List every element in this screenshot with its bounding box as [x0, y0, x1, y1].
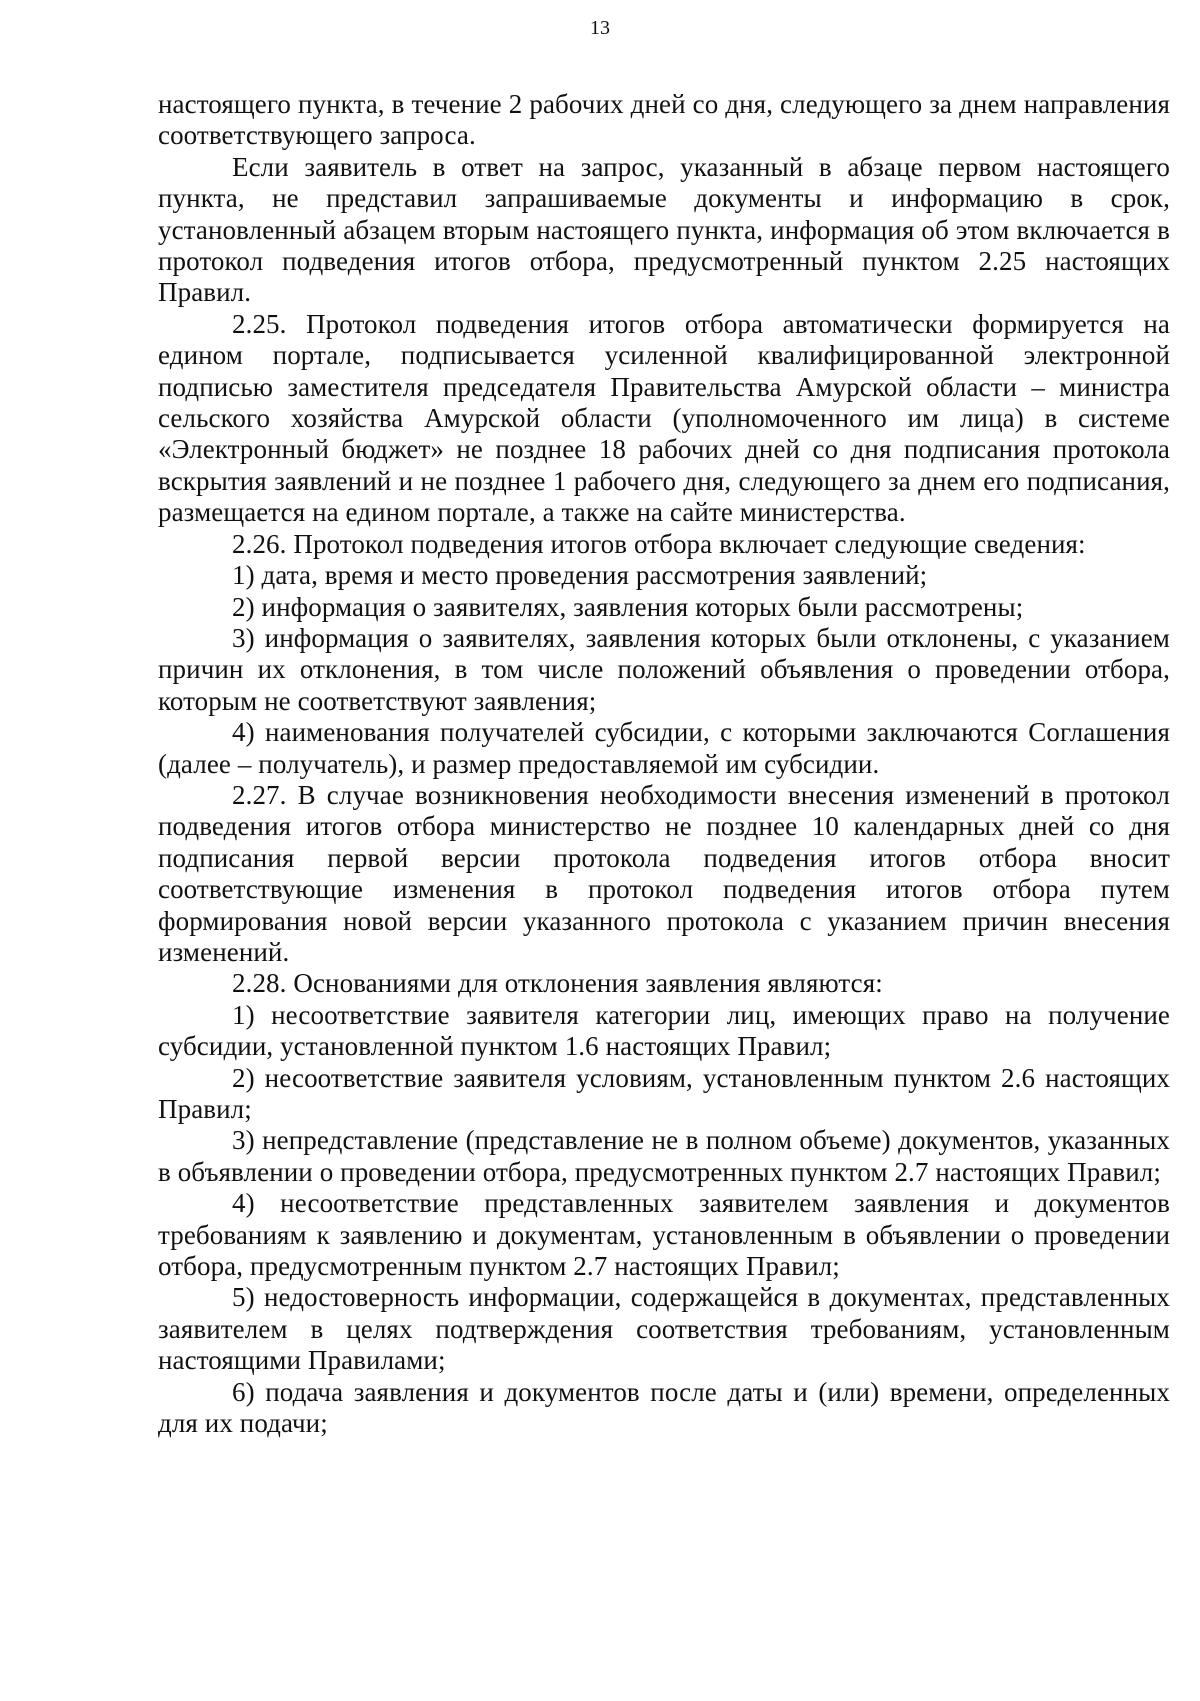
document-body [158, 89, 1170, 1439]
list-item-2-26-2: 2) информация о заявителях, заявления которых были рассмотрены; [232, 591, 1024, 622]
paragraph-applicant-no-response: Если заявитель в ответ на запрос, указанный в абзаце первом настоящего пункта, не представил запрашиваемые документы и информацию в срок, установленный абзацем вторым настоящего пункта, информация об этом включается в протокол подведения итогов отбора, предусмотренный пунктом 2.25 настоящих Правил. [158, 151, 1170, 308]
list-item-2-26-1: 1) дата, время и место проведения рассмотрения заявлений; [232, 560, 928, 591]
paragraph-2-26: 2.26. Протокол подведения итогов отбора включает следующие сведения: [232, 528, 1086, 559]
list-item-2-28-6: 6) подача заявления и документов после даты и (или) времени, определенных для их подачи; [158, 1376, 1170, 1439]
list-item-2-28-3: 3) непредставление (представление не в полном объеме) документов, указанных в объявлении о проведении отбора, предусмотренных пунктом 2.7 настоящих Правил; [158, 1125, 1170, 1187]
paragraph-2-28: 2.28. Основаниями для отклонения заявления являются: [232, 968, 883, 999]
paragraph-continuation: настоящего пункта, в течение 2 рабочих дней со дня, следующего за днем направления соответствующего запроса. [158, 89, 1170, 151]
paragraph-2-27: 2.27. В случае возникновения необходимости внесения изменений в протокол подведения итогов отбора министерство не позднее 10 календарных дней со дня подписания первой версии протокола подведения итогов отбора вносит соответствующие изменения в протокол подведения итогов отбора путем формирования новой версии указанного протокола с указанием причин внесения изменений. [158, 779, 1170, 967]
list-item-2-28-4: 4) несоответствие представленных заявителем заявления и документов требованиям к заявлению и документам, установленным в объявлении о проведении отбора, предусмотренным пунктом 2.7 настоящих Правил; [158, 1188, 1170, 1282]
list-item-2-28-1: 1) несоответствие заявителя категории лиц, имеющих право на получение субсидии, установленной пунктом 1.6 настоящих Правил; [158, 999, 1170, 1062]
page-number: 13 [590, 17, 610, 39]
list-item-2-26-4: 4) наименования получателей субсидии, с которыми заключаются Соглашения (далее – получатель), и размер предоставляемой им субсидии. [158, 717, 1170, 779]
list-item-2-28-2: 2) несоответствие заявителя условиям, установленным пунктом 2.6 настоящих Правил; [158, 1062, 1170, 1124]
list-item-2-28-5: 5) недостоверность информации, содержащейся в документах, представленных заявителем в целях подтверждения соответствия требованиям, установленным настоящими Правилами; [158, 1282, 1170, 1376]
paragraph-2-25: 2.25. Протокол подведения итогов отбора автоматически формируется на едином портале, подписывается усиленной квалифицированной электронной подписью заместителя председателя Правительства Амурской области – министра сельского хозяйства Амурской области (уполномоченного им лица) в системе «Электронный бюджет» не позднее 18 рабочих дней со дня подписания протокола вскрытия заявлений и не позднее 1 рабочего дня, следующего за днем его подписания, размещается на едином портале, а также на сайте министерства. [158, 308, 1170, 528]
list-item-2-26-3: 3) информация о заявителях, заявления которых были отклонены, с указанием причин их отклонения, в том числе положений объявления о проведении отбора, которым не соответствуют заявления; [158, 622, 1170, 716]
